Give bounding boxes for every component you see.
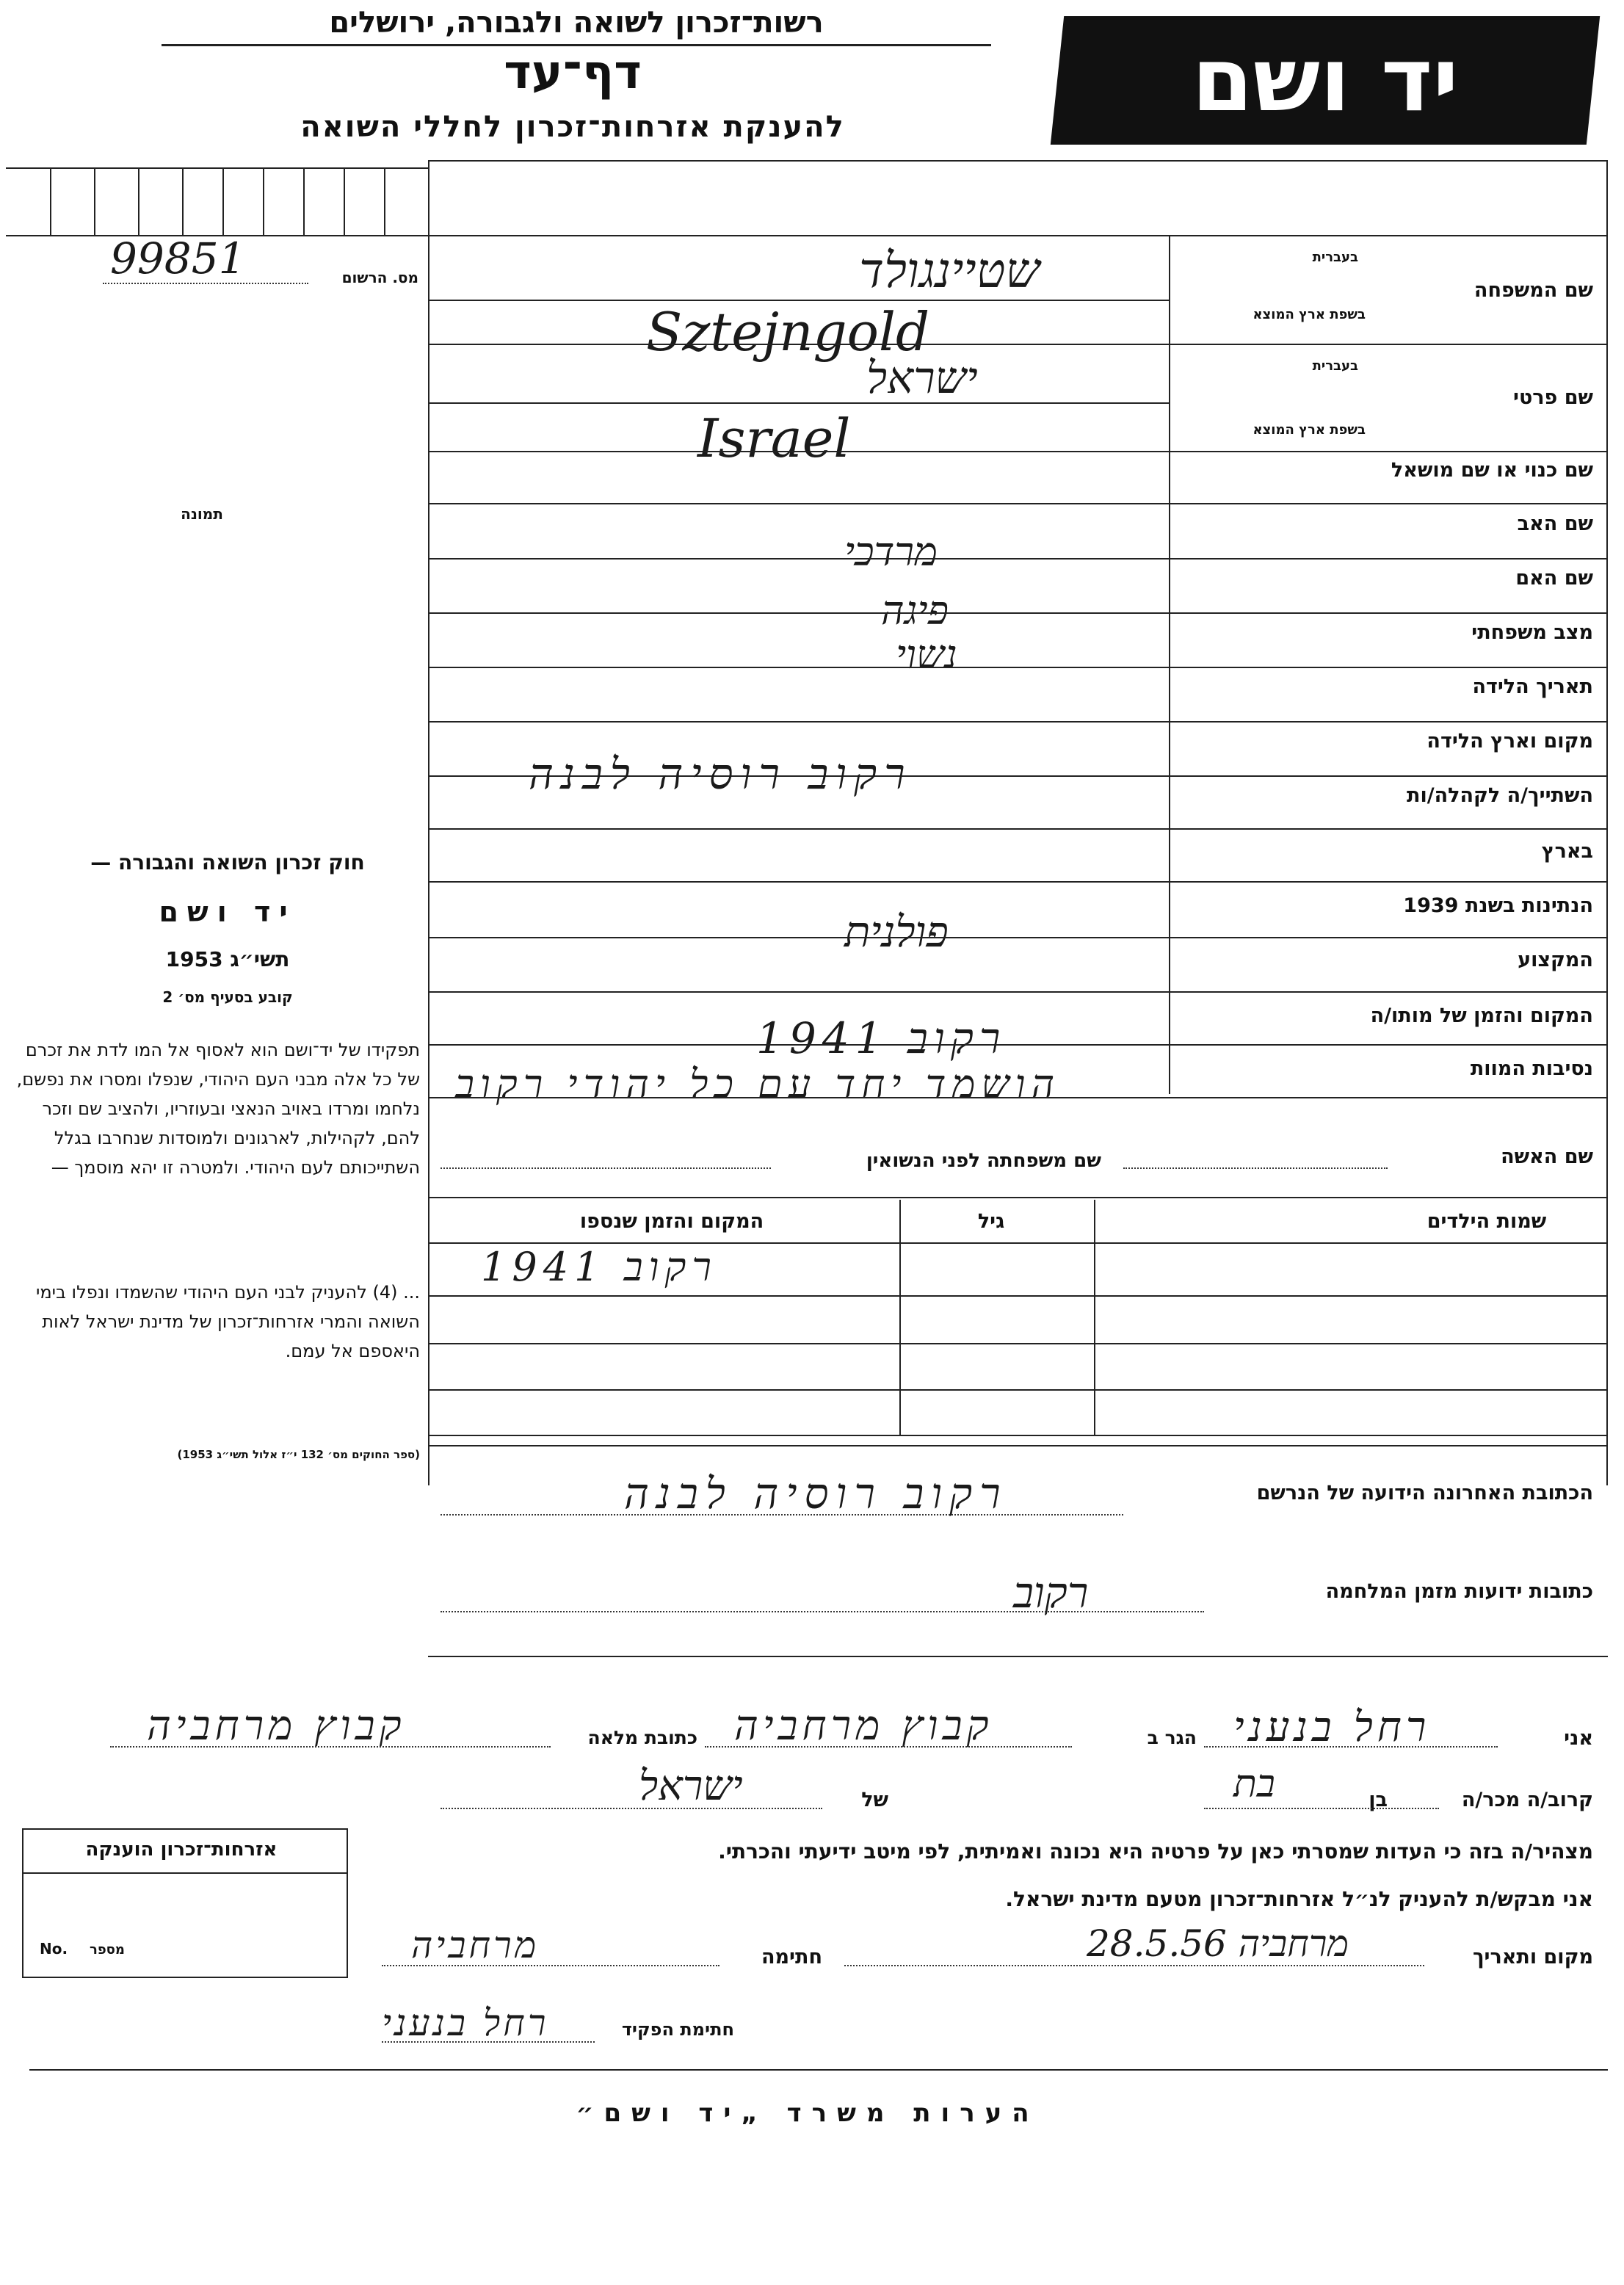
relative-label: קרוב/ה מכר/ה xyxy=(1461,1789,1593,1811)
community-label: השתייך/ה לקהלה/ות xyxy=(1407,784,1593,807)
marital-status-label: מצב משפחתי xyxy=(1471,621,1593,644)
of-value: ישראל xyxy=(639,1762,743,1810)
law-year: תשי״ג 1953 xyxy=(165,947,290,971)
certificate-no: No. xyxy=(40,1940,68,1958)
in-hebrew-label-2: בעברית xyxy=(1312,358,1358,374)
request-text: אני מבקש/ת להעניק לנ״ל אזרחות־זכרון מטעם מדינת ישראל. xyxy=(1005,1887,1593,1911)
officer-signature-label: חתימת הפקיד xyxy=(621,2019,734,2040)
signature-label: חתימה xyxy=(761,1946,822,1969)
father-value: מרדכי xyxy=(844,529,938,575)
father-label: שם האב xyxy=(1517,513,1593,535)
firstname-hebrew-value: ישראל xyxy=(866,352,978,404)
wife-name-label: שם האשה xyxy=(1501,1145,1593,1168)
registry-label: מס. הרשום xyxy=(341,269,418,286)
death-place-label: המקום והזמן של מותו/ה xyxy=(1370,1004,1593,1027)
form-title: דף־עד xyxy=(504,46,642,100)
origin-lang-label-1: בשפת ארץ המוצא xyxy=(1253,307,1366,322)
registry-row-bottom xyxy=(428,235,1608,236)
certificate-number-label: מספר xyxy=(90,1942,125,1958)
law-text-2: ... (4) להעניק לבני העם היהודי שהשמדו ונפלו בימי השואה והמרי אזרחות־זכרון של מדינת ישראל לאות היאספם אל עמם. xyxy=(36,1282,420,1361)
mother-label: שם האם xyxy=(1515,567,1593,590)
children-names-header: שמות הילדים xyxy=(1427,1210,1547,1233)
photo-label: תמונה xyxy=(181,505,223,523)
yad-vashem-logo: יד ושם xyxy=(1051,16,1600,145)
death-circumstances-label: נסיבות המוות xyxy=(1470,1057,1593,1080)
surname-hebrew-value: שטיינגולד xyxy=(859,242,1040,299)
registry-box-strip xyxy=(6,167,428,236)
place-date-value: מרחביה 28.5.56 xyxy=(1087,1922,1349,1965)
label-column-divider xyxy=(1169,235,1170,1094)
resides-label: הגר ב xyxy=(1147,1727,1197,1748)
mother-value: פיגה xyxy=(881,587,949,634)
officer-signature-value: רחל בנעני xyxy=(382,2002,549,2044)
last-address-label: הכתובת האחרונה הידועה של הנרשם xyxy=(1256,1482,1593,1504)
birthplace-label: מקום וארץ הלידה xyxy=(1427,730,1593,753)
full-address-label: כתובת מלאה xyxy=(587,1727,697,1748)
form-subtitle: להענקת אזרחות־זכרון לחללי השואה xyxy=(300,110,845,144)
full-address-value: קבוץ מרחביה xyxy=(147,1702,406,1750)
frame-top xyxy=(429,160,1608,162)
firstname-label: שם פרטי xyxy=(1513,386,1593,409)
birthdate-label: תאריך הלידה xyxy=(1472,676,1593,698)
wife-maiden-label: שם משפחתה לפני הנשואין xyxy=(866,1150,1101,1172)
child-death-value: רקוב 1941 xyxy=(481,1244,717,1290)
footer-notes-label: הערות משרד „יד ושם״ xyxy=(576,2098,1040,2128)
son-label: בן xyxy=(1369,1789,1388,1811)
firstname-latin-value: Israel xyxy=(697,408,851,469)
surname-label: שם המשפחה xyxy=(1473,279,1593,302)
children-age-header: גיל xyxy=(977,1210,1005,1233)
signature-value: מרחביה xyxy=(411,1924,540,1966)
declaration-text: מצהיר/ה בזה כי העדות שמסרתי כאן על פרטיה היא נכונה ואמיתית, לפי מיטב ידיעתי והכרתי. xyxy=(718,1839,1593,1864)
profession-label: המקצוע xyxy=(1518,949,1593,971)
witness-name-value: רחל בנעני xyxy=(1233,1703,1431,1751)
last-address-value: רקוב רוסיה לבנה xyxy=(624,1469,1008,1518)
war-address-label: כתובות ידועות מזמן המלחמה xyxy=(1325,1580,1593,1603)
children-death-header: המקום והזמן שנספו xyxy=(579,1210,764,1233)
citizenship-value: פולנית xyxy=(844,907,949,957)
law-footnote: (ספר החוקים מס׳ 132 י״ז אלול תשי״ג 1953) xyxy=(177,1448,420,1461)
certificate-title: אזרחות־זכרון הוענקה xyxy=(85,1839,278,1861)
in-hebrew-label-1: בעברית xyxy=(1312,250,1358,265)
community-value: רקוב רוסיה לבנה xyxy=(529,749,913,799)
death-place-value: רקוב 1941 xyxy=(756,1013,1007,1063)
marital-status-value: נשוי xyxy=(896,631,957,678)
i-label: אני xyxy=(1564,1727,1593,1750)
relation-value: בת xyxy=(1233,1762,1275,1806)
place-date-label: מקום ותאריך xyxy=(1472,1946,1593,1969)
certificate-box xyxy=(22,1828,348,1978)
table-row xyxy=(429,1244,1608,1295)
surname-latin-value: Sztejngold xyxy=(646,301,930,363)
registry-dotted-line xyxy=(103,283,308,284)
nickname-label: שם כנוי או שם מושאל xyxy=(1391,459,1593,482)
death-circumstances-value: הושמד יחד עם כל יהודי רקוב xyxy=(455,1061,1061,1107)
of-label: של xyxy=(861,1789,888,1811)
origin-lang-label-2: בשפת ארץ המוצא xyxy=(1253,422,1366,438)
war-address-value: רקוב xyxy=(1013,1568,1089,1618)
citizenship-label: הנתינות בשנת 1939 xyxy=(1403,894,1593,917)
children-table xyxy=(429,1200,1608,1435)
registry-number: 99851 xyxy=(110,233,246,283)
law-title: חוק זכרון השואה והגבורה — xyxy=(90,850,365,874)
authority-title: רשות־זכרון לשואה ולגבורה, ירושלים xyxy=(329,6,824,40)
law-text-1: תפקידו של יד־ושם הוא לאסוף אל המו לדת את זכרם של כל אלה מבני העם היהודי, שנפלו ומסרו את נפשם, נלחמו ומרדו באויב הנאצי ובעוזריו, ולהציב שם וזכר להם, לקהילות, לארגונים ולמוסדות שנחרבו בגלל השתייכותם לעם היהודי. ולמטרה זו יהא מוסמך — xyxy=(16,1040,420,1178)
law-yadvashem: יד ושם xyxy=(159,896,297,928)
resides-value: קבוץ מרחביה xyxy=(734,1702,993,1750)
country-label: בארץ xyxy=(1541,840,1593,863)
law-clause: קובע בסעיף מס׳ 2 xyxy=(162,988,293,1006)
